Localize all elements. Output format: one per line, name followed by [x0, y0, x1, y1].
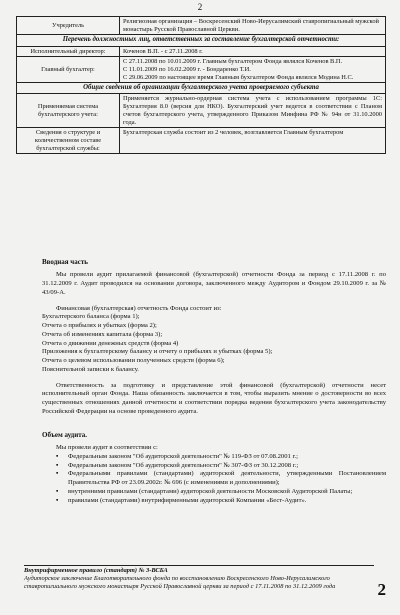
- table-row: [17, 83, 386, 94]
- founder-value: Религиозная организация – Воскресенский Ново-Иерусалимский ставропигиальный мужской монастырь Русской Православной Церкви.: [120, 17, 386, 35]
- composition-item: Пояснительной записки к балансу.: [42, 365, 139, 373]
- footer-text: Аудиторское заключение Благотворительного фонда по восстановлению Воскресенского Ново-Иерусалимского ставропигиального мужского монастыря Русской Православной церкви за период с 17.11.2008 по 31.12.2009 года: [24, 575, 336, 590]
- audit-info-table: [16, 16, 386, 154]
- composition-item: Бухгалтерского баланса (форма 1);: [42, 313, 140, 321]
- scope-list: [42, 453, 386, 506]
- table-row: [17, 128, 386, 154]
- composition-item: Отчета о целевом использовании полученных средств (форма 6);: [42, 357, 225, 365]
- structure-label: Сведения о структуре и количественном составе бухгалтерской службы:: [17, 128, 120, 154]
- composition-item: Отчета об изменениях капитала (форма 3);: [42, 330, 163, 338]
- responsibility-paragraph: Ответственность за подготовку и представление этой финансовой (бухгалтерской) отчетности несет исполнительный орган Фонда. Наша обязанность заключается в том, чтобы выразить мнение о достоверности во всех существенных отношениях данной отчетности и соответствии порядка ведения бухгалтерского учета законодательству Российской Федерации на основе проведенного аудита.: [42, 381, 386, 416]
- structure-value: Бухгалтерская служба состоит из 2 человек, возглавляется Главным бухгалтером: [120, 128, 386, 154]
- intro-paragraph: Мы провели аудит прилагаемой финансовой (бухгалтерской) отчетности Фонда за период с 17.11.2008 г. по 31.12.2009 г. Аудит проводился на основании договора, заключенного между Аудитором и Фондом 29.10.2009 г. за № 43/09-А.: [42, 271, 386, 296]
- table-row: [17, 94, 386, 128]
- page-number-bottom: 2: [377, 580, 386, 599]
- system-label: Применяемая система бухгалтерского учета:: [17, 94, 120, 128]
- list-item: ▪ Федеральными правилами (стандартами) аудиторской деятельности, утвержденными Постановлением Правительства РФ от 23.09.2002г. № 696 (с изменениями и дополнениями);: [54, 470, 386, 488]
- list-item: ▪ правилами (стандартами) внутрифирменными аудиторской Компании «Бест-Аудит».: [54, 497, 386, 506]
- composition-item: Приложения к бухгалтерскому балансу и отчету о прибылях и убытках (форма 5);: [42, 348, 273, 356]
- accountant-value: [120, 57, 386, 83]
- system-value: Применяется журнально-ордерная система учета с использованием программы 1С: Бухгалтерия 8.0 (версия для НКО). Бухгалтерский учет ведется в соответствии с Планом счетов бухгалтерского учета, утвержденного Приказом Минфина РФ № 94н от 31.10.2000 года.: [120, 94, 386, 128]
- director-value: Коченов В.П. - с 27.11.2008 г.: [120, 46, 386, 57]
- composition-intro: Финансовая (бухгалтерская) отчетность Фонда состоит из:: [56, 304, 222, 312]
- footer-title: Внутрифирменное правило (стандарт) № 3-ВСБА: [24, 567, 168, 574]
- scope-intro: Мы провели аудит в соответствии с:: [56, 444, 158, 452]
- table-row: [17, 46, 386, 57]
- list-item: ▪ Федеральным законом "Об аудиторской деятельности" № 119-ФЗ от 07.08.2001 г.;: [54, 453, 386, 462]
- accountant-line: С 27.11.2008 по 10.01.2009 г. Главным бухгалтером Фонда являлся Коченов В.П.: [123, 58, 343, 66]
- composition-item: Отчета о прибылях и убытках (форма 2);: [42, 322, 157, 330]
- page-number-top: 2: [197, 2, 203, 12]
- accountant-line: С 11.01.2009 по 16.02.2009 г. - Бондаренко Т.И.: [123, 65, 251, 73]
- accountant-label: Главный бухгалтер:: [17, 57, 120, 83]
- scope-title: Объем аудита.: [42, 430, 88, 439]
- table-row: [17, 57, 386, 83]
- accountant-line: С 29.06.2009 по настоящее время Главным бухгалтером Фонда являлся Модина Н.С.: [123, 73, 354, 81]
- list-item: ▪ внутренними правилами (стандартами) аудиторской деятельности Московской Аудиторской Палаты;: [54, 488, 386, 497]
- report-body: [42, 258, 386, 505]
- officials-header: Перечень должностных лиц, ответственных за составление бухгалтерской отчетности:: [17, 35, 386, 46]
- composition-item: Отчета о движении денежных средств (форма 4): [42, 339, 179, 347]
- table-row: [17, 35, 386, 46]
- page-footer: [24, 567, 354, 591]
- founder-label: Учредитель: [17, 17, 120, 35]
- table-row: [17, 17, 386, 35]
- footer-divider: [24, 565, 374, 566]
- intro-title: Вводная часть: [42, 258, 89, 266]
- general-info-header: Общие сведения об организации бухгалтерского учета проверяемого субъекта: [17, 83, 386, 94]
- director-label: Исполнительный директор:: [17, 46, 120, 57]
- list-item: ▪ Федеральным законом "Об аудиторской деятельности" № 307-ФЗ от 30.12.2008 г.;: [54, 462, 386, 471]
